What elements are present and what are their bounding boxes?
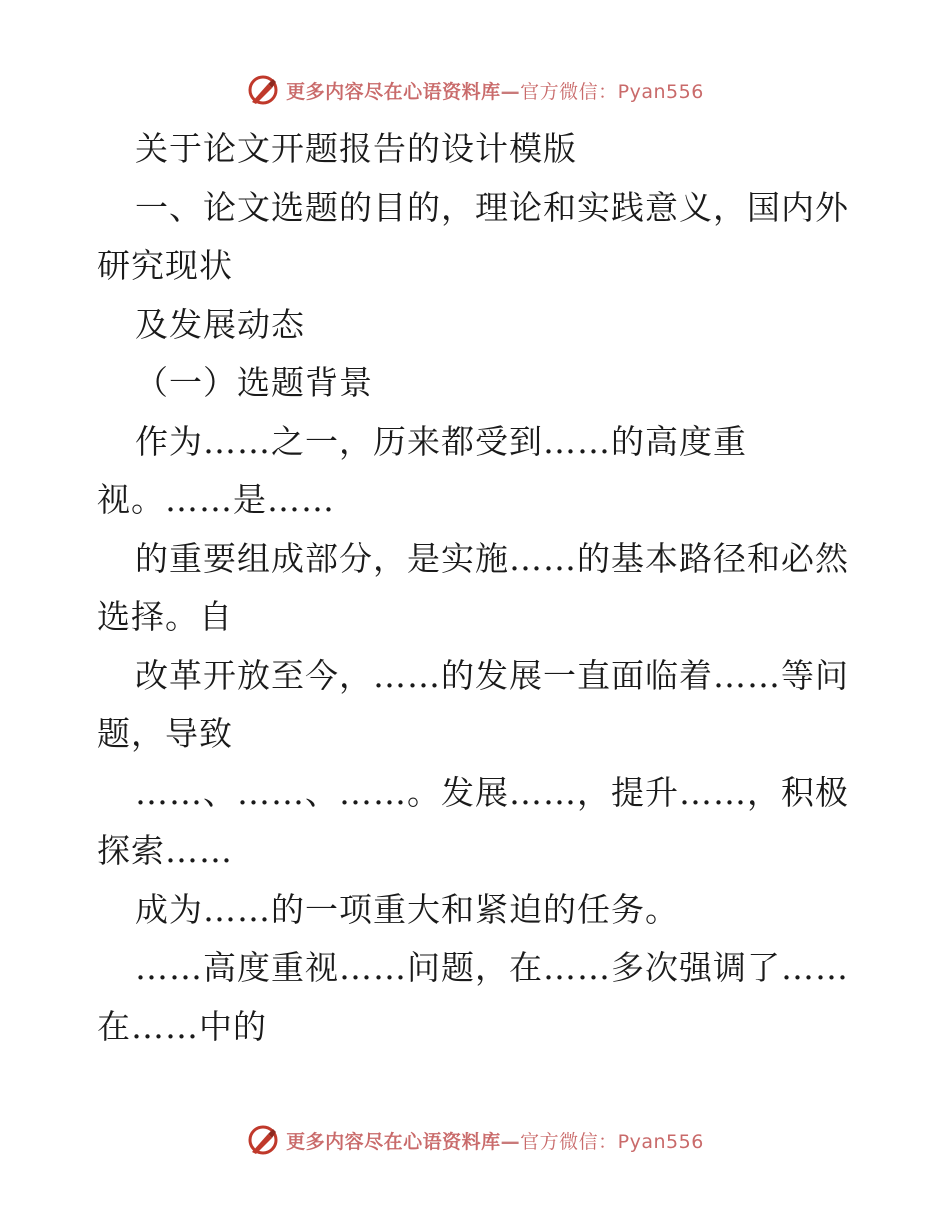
pen-nib-logo-icon [246, 1123, 280, 1157]
subsection-heading: （一）选题背景 [135, 363, 373, 402]
section-heading-line: 研究现状 [97, 246, 233, 285]
footer-banner-text: 更多内容尽在心语资料库—官方微信：Pyan556 [286, 1130, 704, 1153]
paragraph-line: 选择。自 [97, 597, 233, 636]
paragraph-line: 探索…… [97, 831, 233, 870]
header-banner-text: 更多内容尽在心语资料库—官方微信：Pyan556 [286, 80, 704, 103]
paragraph-line: ……高度重视……问题，在……多次强调了…… [135, 948, 849, 987]
document-body [97, 120, 857, 1056]
paragraph-line: 题，导致 [97, 714, 233, 753]
document-title: 关于论文开题报告的设计模版 [135, 129, 577, 168]
footer-banner [0, 1120, 950, 1160]
paragraph-line: 视。……是…… [97, 480, 335, 519]
paragraph-line: 成为……的一项重大和紧迫的任务。 [135, 889, 679, 929]
paragraph-line: 改革开放至今，……的发展一直面临着……等问 [135, 655, 849, 695]
pen-nib-logo-icon [246, 73, 280, 107]
section-heading-line: 一、论文选题的目的，理论和实践意义，国内外 [135, 187, 849, 227]
paragraph-line: 在……中的 [97, 1006, 267, 1046]
section-heading-line: 及发展动态 [135, 304, 305, 344]
paragraph-line: 的重要组成部分，是实施……的基本路径和必然 [135, 538, 849, 578]
header-banner [0, 70, 950, 110]
paragraph-line: ……、……、……。发展……，提升……，积极 [135, 772, 849, 812]
paragraph-line: 作为……之一，历来都受到……的高度重 [135, 421, 747, 461]
